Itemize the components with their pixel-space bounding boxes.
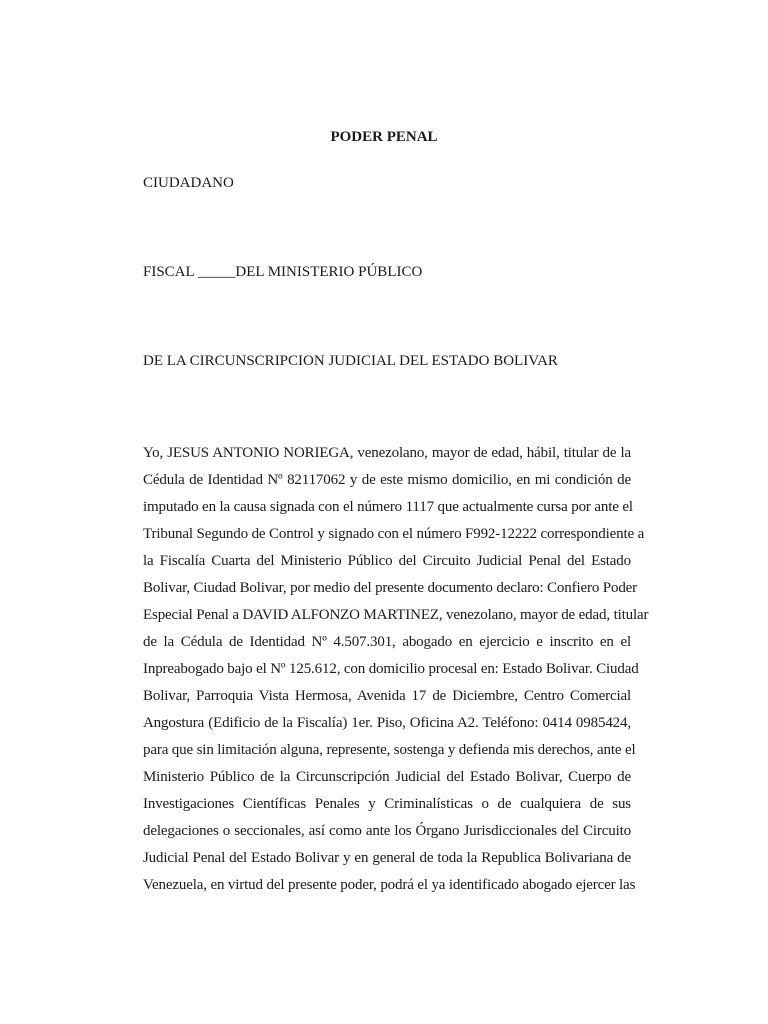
body-line: Inpreabogado bajo el Nº 125.612, con domicilio procesal en: Estado Bolivar. Ciudad bbox=[143, 661, 639, 677]
body-line: la Fiscalía Cuarta del Ministerio Público del Circuito Judicial Penal del Estado bbox=[143, 553, 631, 569]
body-line: Venezuela, en virtud del presente poder, podrá el ya identificado abogado ejercer las bbox=[143, 877, 636, 893]
document-title: PODER PENAL bbox=[330, 129, 438, 145]
body-line: para que sin limitación alguna, represente, sostenga y defienda mis derechos, ante el bbox=[143, 742, 636, 758]
jurisdiction-line: DE LA CIRCUNSCRIPCION JUDICIAL DEL ESTADO BOLIVAR bbox=[143, 353, 558, 369]
body-line: Yo, JESUS ANTONIO NORIEGA, venezolano, mayor de edad, hábil, titular de la bbox=[143, 445, 631, 461]
body-line: de la Cédula de Identidad Nº 4.507.301, abogado en ejercicio e inscrito en el bbox=[143, 634, 631, 650]
body-paragraph bbox=[143, 440, 649, 899]
body-line: imputado en la causa signada con el número 1117 que actualmente cursa por ante el bbox=[143, 499, 633, 515]
fiscal-line: FISCAL _____DEL MINISTERIO PÚBLICO bbox=[143, 264, 423, 280]
body-line: Ministerio Público de la Circunscripción Judicial del Estado Bolivar, Cuerpo de bbox=[143, 769, 631, 785]
body-line: Judicial Penal del Estado Bolivar y en general de toda la Republica Bolivariana de bbox=[143, 850, 631, 866]
body-line: Investigaciones Científicas Penales y Criminalísticas o de cualquiera de sus bbox=[143, 796, 631, 812]
body-line: Angostura (Edificio de la Fiscalía) 1er. Piso, Oficina A2. Teléfono: 0414 0985424, bbox=[143, 715, 631, 731]
body-line: Cédula de Identidad Nº 82117062 y de este mismo domicilio, en mi condición de bbox=[143, 472, 631, 488]
addressee-line: CIUDADANO bbox=[143, 175, 234, 191]
body-line: Bolivar, Ciudad Bolivar, por medio del presente documento declaro: Confiero Poder bbox=[143, 580, 638, 596]
body-line: delegaciones o seccionales, así como ante los Órgano Jurisdiccionales del Circuito bbox=[143, 823, 631, 839]
body-line: Bolivar, Parroquia Vista Hermosa, Avenida 17 de Diciembre, Centro Comercial bbox=[143, 688, 631, 704]
body-line: Especial Penal a DAVID ALFONZO MARTINEZ, venezolano, mayor de edad, titular bbox=[143, 607, 649, 623]
body-line: Tribunal Segundo de Control y signado con el número F992-12222 correspondiente a bbox=[143, 526, 645, 542]
